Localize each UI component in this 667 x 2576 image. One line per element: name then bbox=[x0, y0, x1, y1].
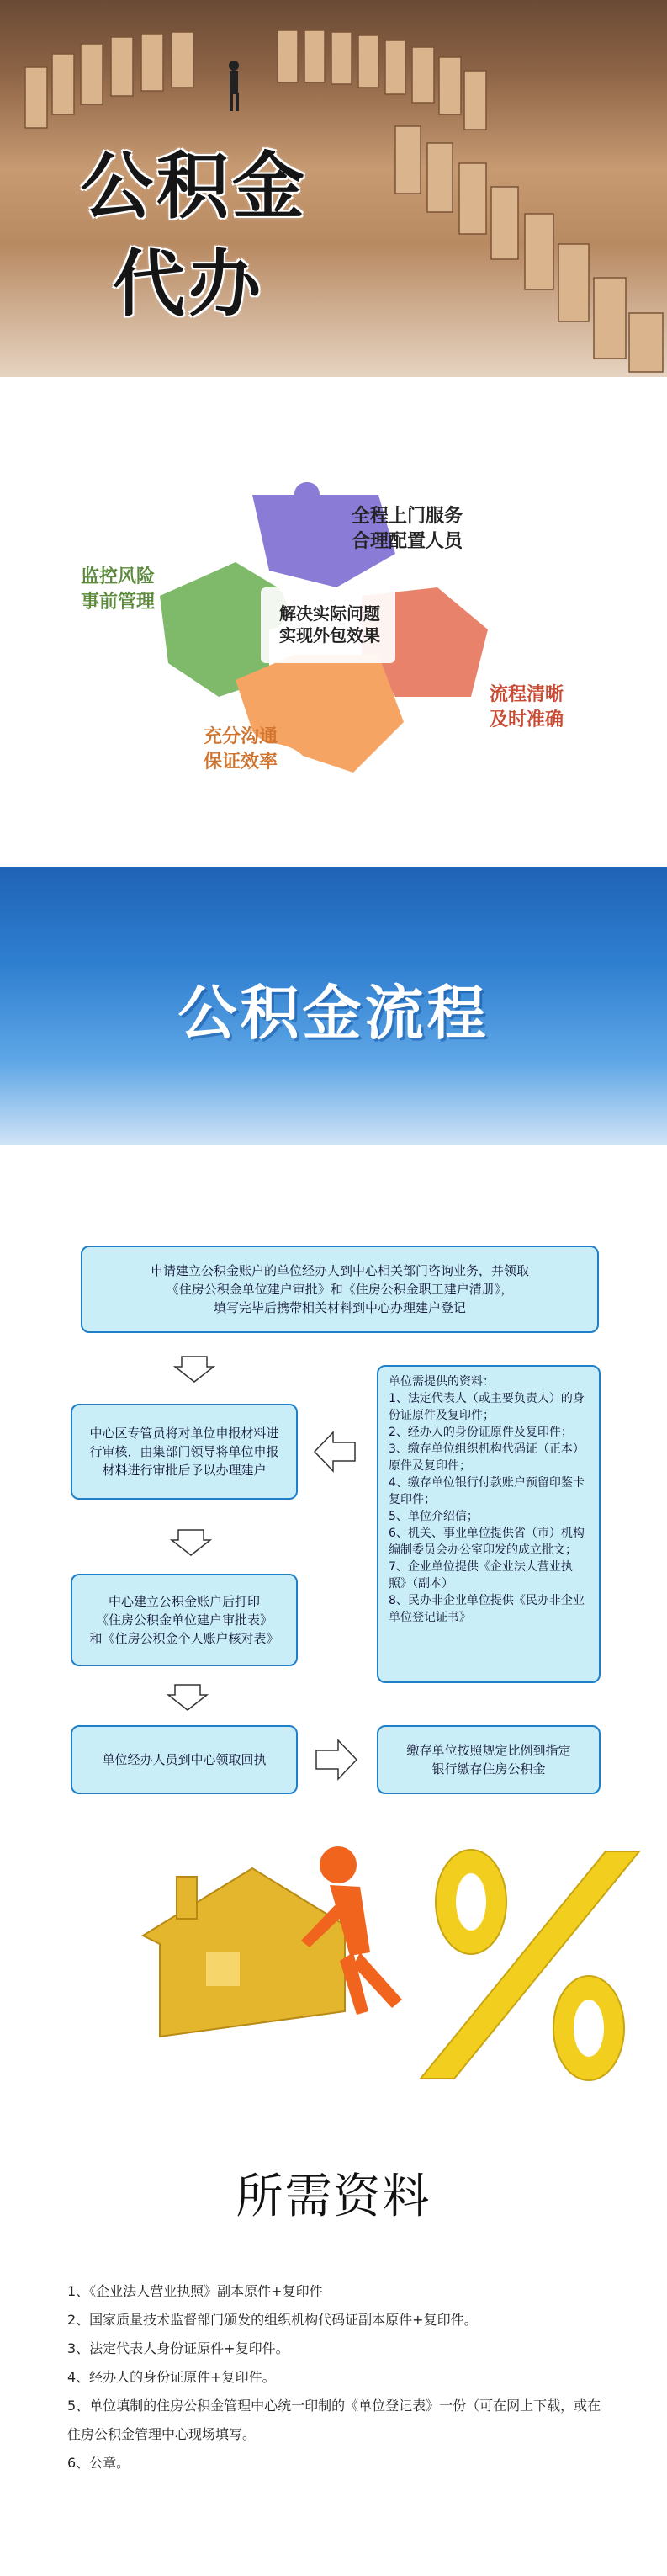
puzzle-infographic bbox=[0, 377, 667, 867]
list-item: 6、公章。 bbox=[67, 2455, 130, 2471]
materials-title: 所需资料 bbox=[236, 2170, 431, 2224]
left-arrow-icon bbox=[313, 1431, 357, 1473]
down-arrow-icon bbox=[170, 1528, 212, 1557]
materials-list bbox=[67, 2277, 606, 2478]
house-percent-illustration bbox=[0, 1835, 667, 2112]
list-item: 5、单位填制的住房公积金管理中心统一印制的《单位登记表》一份（可在网上下载，或在住房公积金管理中心现场填写。 bbox=[67, 2398, 601, 2442]
down-arrow-icon bbox=[167, 1683, 209, 1712]
flow-banner bbox=[0, 867, 667, 1145]
flow-step-deposit: 缴存单位按照规定比例到指定 银行缴存住房公积金 bbox=[377, 1725, 601, 1794]
puzzle-right-label: 流程清晰 及时准确 bbox=[490, 683, 564, 730]
flow-materials-box: 单位需提供的资料： 1、法定代表人（或主要负责人）的身份证原件及复印件； 2、经办人的身份证原件及复印件； 3、缴存单位组织机构代码证（正本）原件及复印件； 4、缴存单位银行付款账户预留印鉴卡复印件； 5、单位介绍信； 6、机关、事业单位提供省（市）机构编制委员会办公室印发的成立批文； 7、企业单位提供《企业法人营业执照》（副本） 8、民办非企业单位提供《民办非企业单位登记证书》 bbox=[377, 1365, 601, 1683]
list-item: 3、法定代表人身份证原件+复印件。 bbox=[67, 2340, 289, 2356]
flow-step-print: 中心建立公积金账户后打印 《住房公积金单位建户审批表》 和《住房公积金个人账户核对表》 bbox=[71, 1574, 298, 1666]
flowchart bbox=[0, 1145, 667, 1835]
flow-step-receipt: 单位经办人员到中心领取回执 bbox=[71, 1725, 298, 1794]
list-item: 4、经办人的身份证原件+复印件。 bbox=[67, 2369, 276, 2385]
hero-title-line1: 公积金 bbox=[81, 145, 308, 229]
puzzle-bottom-left-label: 充分沟通 保证效率 bbox=[204, 725, 278, 773]
right-arrow-icon bbox=[315, 1739, 358, 1781]
hero-banner bbox=[0, 0, 667, 377]
puzzle-left-label: 监控风险 事前管理 bbox=[81, 566, 156, 613]
down-arrow-icon bbox=[173, 1355, 215, 1384]
hero-title-line2: 代办 bbox=[113, 242, 264, 327]
flow-step-review: 中心区专管员将对单位申报材料进 行审核，由集部门领导将单位申报 材料进行审批后予以办理建户 bbox=[71, 1404, 298, 1500]
finance-illustration bbox=[0, 1835, 667, 2112]
flow-banner-title: 公积金流程 bbox=[177, 979, 490, 1048]
puzzle-top-right-label: 全程上门服务 合理配置人员 bbox=[352, 505, 463, 552]
list-item: 2、国家质量技术监督部门颁发的组织机构代码证副本原件+复印件。 bbox=[67, 2312, 478, 2328]
puzzle-center-label: 解决实际问题 实现外包效果 bbox=[279, 603, 380, 645]
materials-section bbox=[0, 2112, 667, 2576]
list-item: 1、《企业法人营业执照》副本原件+复印件 bbox=[67, 2283, 323, 2299]
flow-step-apply: 申请建立公积金账户的单位经办人到中心相关部门咨询业务，并领取 《住房公积金单位建户审批》和《住房公积金职工建户清册》， 填写完毕后携带相关材料到中心办理建户登记 bbox=[81, 1246, 599, 1333]
